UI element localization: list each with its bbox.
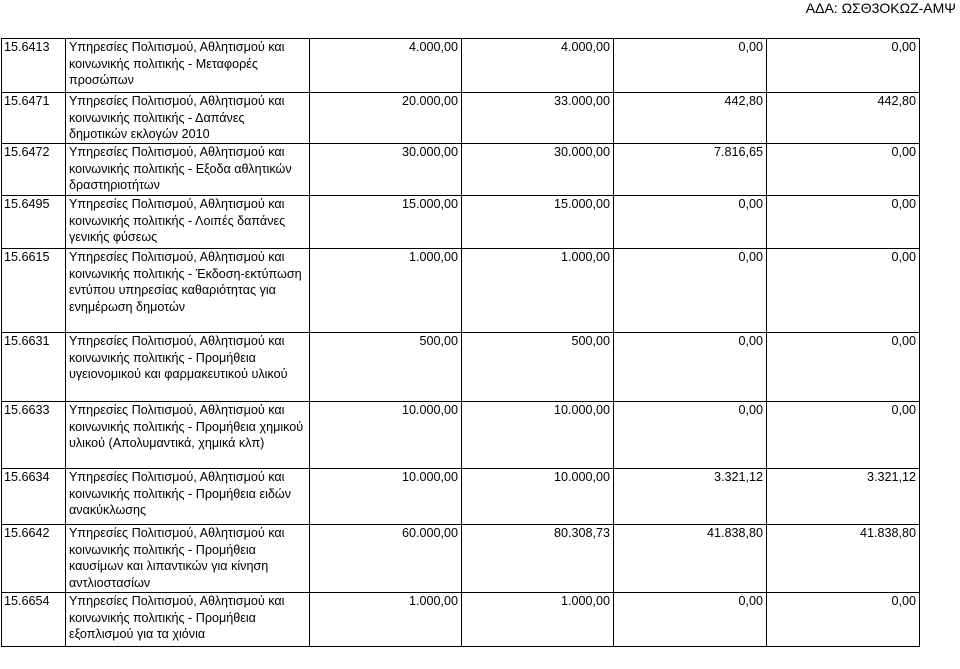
row-value-3: 0,00 xyxy=(614,196,767,249)
row-description: Υπηρεσίες Πολιτισμού, Αθλητισμού και κοινωνικής πολιτικής - Μεταφορές προσώπων xyxy=(66,39,310,93)
table-row xyxy=(2,333,920,402)
row-description: Υπηρεσίες Πολιτισμού, Αθλητισμού και κοινωνικής πολιτικής - Έκδοση-εκτύπωση εντύπου υπηρεσίας καθαριότητας για ενημέρωση δημοτών xyxy=(66,249,310,333)
row-description: Υπηρεσίες Πολιτισμού, Αθλητισμού και κοινωνικής πολιτικής - Λοιπές δαπάνες γενικής φύσεως xyxy=(66,196,310,249)
row-value-3: 0,00 xyxy=(614,593,767,647)
row-value-3: 3.321,12 xyxy=(614,469,767,525)
table-row xyxy=(2,402,920,469)
table-row xyxy=(2,196,920,249)
row-value-4: 0,00 xyxy=(767,196,920,249)
budget-table xyxy=(1,38,920,647)
row-value-3: 41.838,80 xyxy=(614,525,767,593)
table-row xyxy=(2,39,920,93)
row-description: Υπηρεσίες Πολιτισμού, Αθλητισμού και κοινωνικής πολιτικής - Προμήθεια ειδών ανακύκλωσης xyxy=(66,469,310,525)
ada-code: ΑΔΑ: ΩΣΘ3ΟΚΩΖ-ΑΜΨ xyxy=(805,0,956,16)
row-value-1: 15.000,00 xyxy=(310,196,462,249)
row-value-2: 30.000,00 xyxy=(462,144,614,196)
row-value-2: 10.000,00 xyxy=(462,402,614,469)
row-value-4: 41.838,80 xyxy=(767,525,920,593)
row-value-2: 80.308,73 xyxy=(462,525,614,593)
row-value-1: 20.000,00 xyxy=(310,93,462,144)
row-code: 15.6471 xyxy=(2,93,66,144)
row-description: Υπηρεσίες Πολιτισμού, Αθλητισμού και κοινωνικής πολιτικής - Προμήθεια εξοπλισμού για τα χιόνια xyxy=(66,593,310,647)
table-row xyxy=(2,469,920,525)
row-value-2: 500,00 xyxy=(462,333,614,402)
row-value-3: 0,00 xyxy=(614,333,767,402)
row-code: 15.6631 xyxy=(2,333,66,402)
row-code: 15.6495 xyxy=(2,196,66,249)
row-value-2: 10.000,00 xyxy=(462,469,614,525)
row-value-1: 500,00 xyxy=(310,333,462,402)
row-description: Υπηρεσίες Πολιτισμού, Αθλητισμού και κοινωνικής πολιτικής - Προμήθεια υγειονομικού και φαρμακευτικού υλικού xyxy=(66,333,310,402)
row-value-1: 10.000,00 xyxy=(310,402,462,469)
row-value-4: 0,00 xyxy=(767,249,920,333)
row-value-3: 0,00 xyxy=(614,402,767,469)
row-value-1: 4.000,00 xyxy=(310,39,462,93)
row-code: 15.6633 xyxy=(2,402,66,469)
table-row xyxy=(2,525,920,593)
row-value-2: 33.000,00 xyxy=(462,93,614,144)
row-value-3: 7.816,65 xyxy=(614,144,767,196)
table-row xyxy=(2,593,920,647)
row-value-4: 0,00 xyxy=(767,333,920,402)
table-row xyxy=(2,93,920,144)
row-value-4: 442,80 xyxy=(767,93,920,144)
row-value-4: 0,00 xyxy=(767,593,920,647)
row-value-2: 1.000,00 xyxy=(462,249,614,333)
row-code: 15.6615 xyxy=(2,249,66,333)
row-value-1: 10.000,00 xyxy=(310,469,462,525)
row-value-2: 4.000,00 xyxy=(462,39,614,93)
row-value-1: 1.000,00 xyxy=(310,249,462,333)
row-value-3: 0,00 xyxy=(614,39,767,93)
row-value-3: 442,80 xyxy=(614,93,767,144)
table-row xyxy=(2,144,920,196)
row-code: 15.6642 xyxy=(2,525,66,593)
row-value-4: 0,00 xyxy=(767,144,920,196)
row-value-1: 1.000,00 xyxy=(310,593,462,647)
row-value-4: 0,00 xyxy=(767,402,920,469)
row-value-4: 3.321,12 xyxy=(767,469,920,525)
row-description: Υπηρεσίες Πολιτισμού, Αθλητισμού και κοινωνικής πολιτικής - Προμήθεια χημικού υλικού (Απολυμαντικά, χημικά κλπ) xyxy=(66,402,310,469)
row-value-2: 1.000,00 xyxy=(462,593,614,647)
table-row xyxy=(2,249,920,333)
row-value-2: 15.000,00 xyxy=(462,196,614,249)
row-code: 15.6634 xyxy=(2,469,66,525)
row-description: Υπηρεσίες Πολιτισμού, Αθλητισμού και κοινωνικής πολιτικής - Εξοδα αθλητικών δραστηριοτήτων xyxy=(66,144,310,196)
row-description: Υπηρεσίες Πολιτισμού, Αθλητισμού και κοινωνικής πολιτικής - Προμήθεια καυσίμων και λιπαντικών για κίνηση αντλιοστασίων xyxy=(66,525,310,593)
row-description: Υπηρεσίες Πολιτισμού, Αθλητισμού και κοινωνικής πολιτικής - Δαπάνες δημοτικών εκλογών 2010 xyxy=(66,93,310,144)
row-code: 15.6654 xyxy=(2,593,66,647)
row-value-1: 60.000,00 xyxy=(310,525,462,593)
row-value-3: 0,00 xyxy=(614,249,767,333)
row-value-1: 30.000,00 xyxy=(310,144,462,196)
row-code: 15.6472 xyxy=(2,144,66,196)
row-code: 15.6413 xyxy=(2,39,66,93)
row-value-4: 0,00 xyxy=(767,39,920,93)
